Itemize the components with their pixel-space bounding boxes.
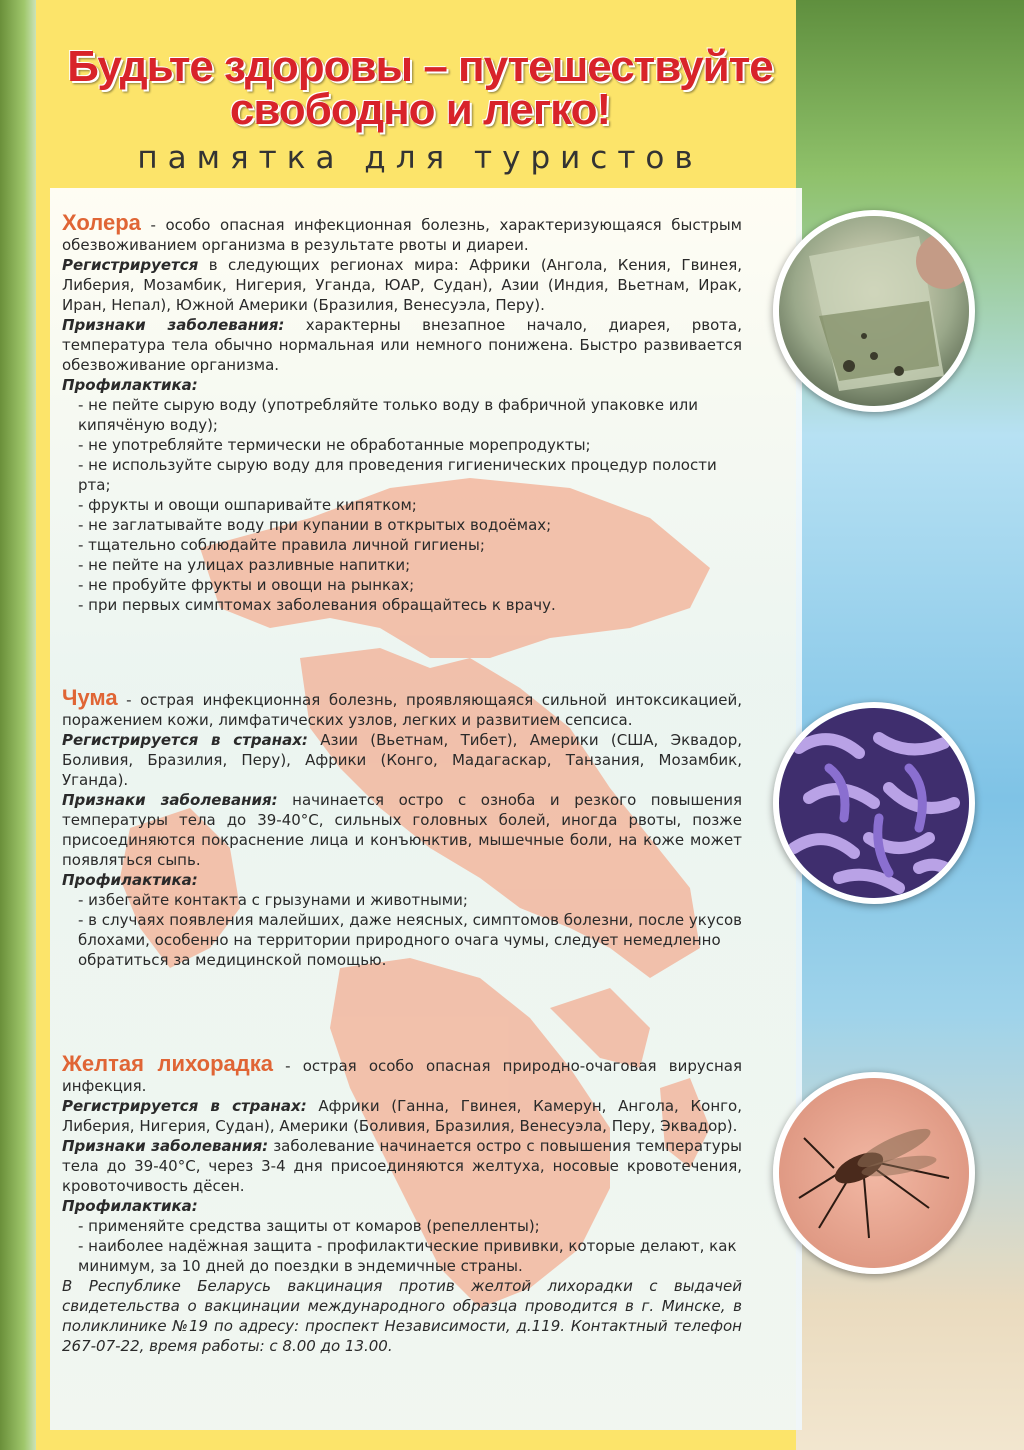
bacteria-icon xyxy=(779,708,969,898)
regions-label: Регистрируется xyxy=(62,256,199,274)
plague-description xyxy=(62,685,742,730)
yellow-fever-symptoms xyxy=(62,1136,742,1196)
regions-text: в следующих регионах мира: Африки (Ангола, Кения, Гвинея, Либерия, Мозамбик, Нигерия, Уганда, ЮАР, Судан), Азии (Индия, Вьетнам, Ирак, Иран, Непал), Южной Америки (Бразилия, Венесуэла, Перу). xyxy=(62,256,742,314)
symptoms-text: характерны внезапное начало, диарея, рвота, температура тела обычно нормальная или немного понижена. Быстро развивается обезвоживание организма. xyxy=(62,316,743,374)
yellow-fever-description xyxy=(62,1051,742,1096)
regions-label: Регистрируется в странах: xyxy=(62,731,308,749)
prevention-list xyxy=(62,890,742,970)
cholera-symptoms xyxy=(62,315,742,375)
cholera-photo xyxy=(773,210,975,412)
symptoms-label: Признаки заболевания: xyxy=(62,316,285,334)
list-item: - избегайте контакта с грызунами и животными; xyxy=(78,891,468,909)
description-text: - особо опасная инфекционная болезнь, характеризующаяся быстрым обезвоживанием организма в результате рвоты и диареи. xyxy=(62,216,742,254)
symptoms-label: Признаки заболевания: xyxy=(62,791,278,809)
prevention-list xyxy=(62,395,742,615)
title-line-2: свободно и легко! xyxy=(229,85,611,134)
disease-name: Чума xyxy=(62,685,118,710)
prevention-list xyxy=(62,1216,742,1276)
list-item: - не пейте на улицах разливные напитки; xyxy=(78,556,411,574)
list-item: - не используйте сырую воду для проведения гигиенических процедур полости рта; xyxy=(78,456,717,494)
cholera-regions xyxy=(62,255,742,315)
list-item: - при первых симптомах заболевания обращайтесь к врачу. xyxy=(78,596,556,614)
disease-name: Холера xyxy=(62,210,141,235)
list-item: - не пейте сырую воду (употребляйте только воду в фабричной упаковке или кипячёную воду); xyxy=(78,396,698,434)
list-item: - фрукты и овощи ошпаривайте кипятком; xyxy=(78,496,417,514)
description-text: - острая особо опасная природно-очаговая вирусная инфекция. xyxy=(62,1057,742,1095)
yellow-fever-photo xyxy=(773,1072,975,1274)
plague-regions xyxy=(62,730,742,790)
prevention-label: Профилактика: xyxy=(62,871,198,889)
section-yellow-fever xyxy=(62,1051,742,1356)
list-item: - не употребляйте термически не обработанные морепродукты; xyxy=(78,436,591,454)
section-cholera xyxy=(62,210,743,615)
prevention-label: Профилактика: xyxy=(62,1197,198,1215)
yellow-fever-regions xyxy=(62,1096,742,1136)
disease-name: Желтая лихорадка xyxy=(62,1051,273,1076)
prevention-label: Профилактика: xyxy=(62,376,198,394)
water-glass-icon xyxy=(779,216,969,406)
palm-background-left xyxy=(0,0,40,1450)
mosquito-icon xyxy=(779,1078,969,1268)
plague-symptoms xyxy=(62,790,742,870)
section-plague xyxy=(62,685,743,970)
list-item: - тщательно соблюдайте правила личной гигиены; xyxy=(78,536,485,554)
subtitle: памятка для туристов xyxy=(137,140,703,176)
list-item: - не заглатывайте воду при купании в открытых водоёмах; xyxy=(78,516,552,534)
regions-label: Регистрируется в странах: xyxy=(62,1097,307,1115)
list-item: - применяйте средства защиты от комаров (репелленты); xyxy=(78,1217,540,1235)
description-text: - острая инфекционная болезнь, проявляющаяся сильной интоксикацией, поражением кожи, лимфатических узлов, легких и развитием сепсиса. xyxy=(62,691,742,729)
list-item: - в случаях появления малейших, даже неясных, симптомов болезни, после укусов блохами, особенно на территории природного очага чумы, следует немедленно обратиться за медицинской помощью. xyxy=(78,911,742,969)
list-item: - не пробуйте фрукты и овощи на рынках; xyxy=(78,576,415,594)
vaccination-note: В Республике Беларусь вакцинация против желтой лихорадки с выдачей свидетельства о вакцинации международного образца проводится в г. Минске, в поликлинике №19 по адресу: проспект Независимости, д.119. Контактный телефон 267-07-22, время работы: с 8.00 до 13.00. xyxy=(62,1277,742,1355)
title-line-1: Будьте здоровы – путешествуйте xyxy=(67,42,773,91)
regions-text: Африки (Ганна, Гвинея, Камерун, Ангола, Конго, Либерия, Нигерия, Судан), Америки (Боливия, Бразилия, Венесуэла, Перу, Эквадор). xyxy=(62,1097,742,1135)
plague-photo xyxy=(773,702,975,904)
symptoms-text: начинается остро с озноба и резкого повышения температуры тела до 39-40°С, сильных головных болей, иногда рвоты, позже присоединяются покраснение лица и конъюнктив, мышечные боли, на коже может появляться сыпь. xyxy=(62,791,743,869)
regions-text: Азии (Вьетнам, Тибет), Америки (США, Эквадор, Боливия, Бразилия, Перу), Африки (Конго, Мадагаскар, Танзания, Мозамбик, Уганда). xyxy=(62,731,743,789)
list-item: - наиболее надёжная защита - профилактические прививки, которые делают, как минимум, за 10 дней до поездки в эндемичные страны. xyxy=(78,1237,737,1275)
symptoms-text: заболевание начинается остро с повышения температуры тела до 39-40°С, через 3-4 дня присоединяются желтуха, носовые кровотечения, кровоточивость дёсен. xyxy=(62,1137,742,1195)
symptoms-label: Признаки заболевания: xyxy=(62,1137,269,1155)
cholera-description xyxy=(62,210,742,255)
